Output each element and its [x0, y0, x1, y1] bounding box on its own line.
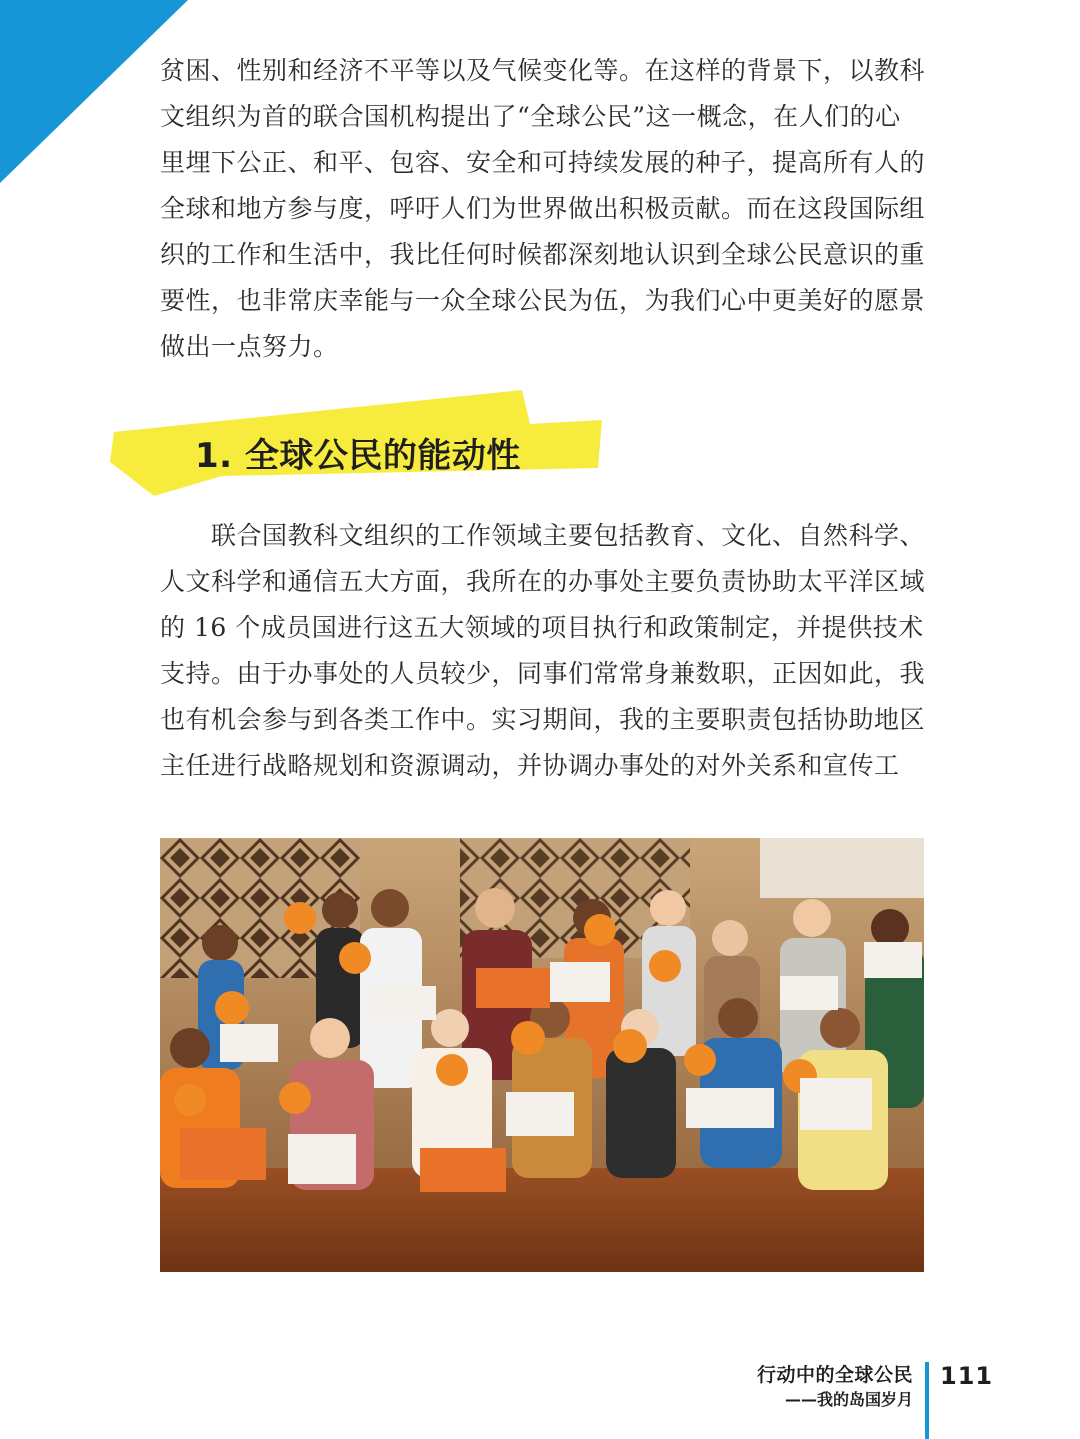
section-heading-block: [110, 390, 610, 500]
paragraph-line: 文组织为首的联合国机构提出了“全球公民”这一概念，在人们的心: [160, 102, 901, 131]
group-photo-illustration: [160, 838, 924, 1272]
paragraph-line: 要性，也非常庆幸能与一众全球公民为伍，为我们心中更美好的愿景: [160, 286, 925, 315]
book-title: 行动中的全球公民: [756, 1364, 913, 1386]
paragraph-line: 也有机会参与到各类工作中。实习期间，我的主要职责包括协助地区: [160, 705, 925, 734]
footer-rule: [925, 1362, 929, 1439]
paragraph-line: 贫困、性别和经济不平等以及气候变化等。在这样的背景下，以教科: [160, 56, 925, 85]
book-subtitle: ——我的岛国岁月: [784, 1390, 913, 1409]
page-number: 111: [940, 1362, 994, 1390]
paragraph-line: 主任进行战略规划和资源调动，并协调办事处的对外关系和宣传工: [160, 751, 900, 780]
section-heading: 1. 全球公民的能动性: [195, 436, 521, 476]
group-photo: [160, 838, 924, 1272]
paragraph-line: 织的工作和生活中，我比任何时候都深刻地认识到全球公民意识的重: [160, 240, 925, 269]
paragraph-line: 的 16 个成员国进行这五大领域的项目执行和政策制定，并提供技术: [160, 613, 924, 642]
body-paragraph: [160, 513, 925, 789]
body-paragraph-continued: [160, 48, 925, 370]
paragraph-line: 全球和地方参与度，呼吁人们为世界做出积极贡献。而在这段国际组: [160, 194, 925, 223]
paragraph-line: 联合国教科文组织的工作领域主要包括教育、文化、自然科学、: [160, 521, 925, 550]
paragraph-line: 做出一点努力。: [160, 332, 339, 361]
running-footer: [757, 1362, 913, 1412]
paragraph-line: 支持。由于办事处的人员较少，同事们常常身兼数职，正因如此，我: [160, 659, 925, 688]
paragraph-line: 里埋下公正、和平、包容、安全和可持续发展的种子，提高所有人的: [160, 148, 925, 177]
paragraph-line: 人文科学和通信五大方面，我所在的办事处主要负责协助太平洋区域: [160, 567, 925, 596]
